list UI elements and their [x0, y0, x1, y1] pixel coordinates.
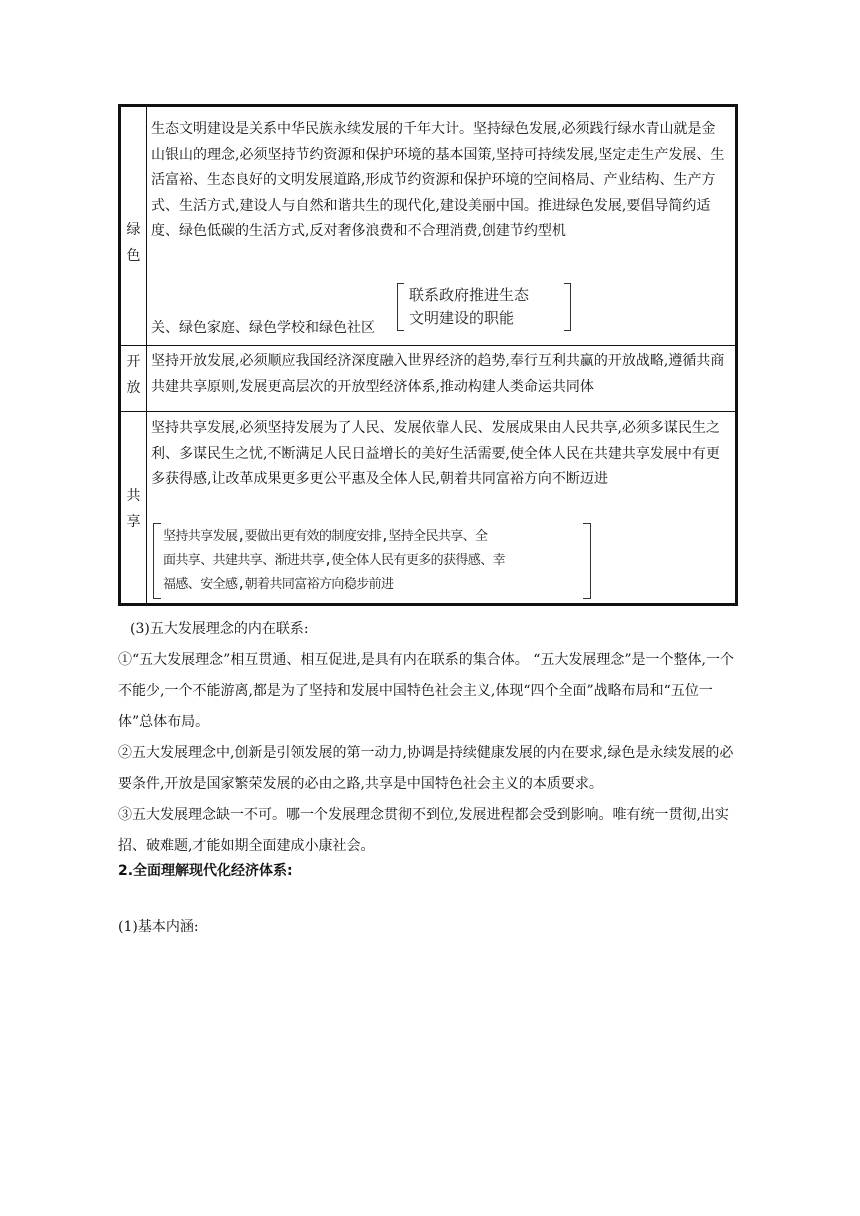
row-text-share: 坚持共享发展,必须坚持发展为了人民、发展依靠人民、发展成果由人民共享,必须多谋民生之利、多谋民生之忧,不断满足人民日益增长的美好生活需要,使全体人民在共建共享发展中有更多获得感,让改革成果更多更公平惠及全体人民,朝着共同富裕方向不断迈进	[151, 420, 720, 488]
share-note-bracket	[153, 523, 591, 599]
green-note-line2: 文明建设的职能	[409, 309, 515, 327]
green-text: 生态文明建设是关系中华民族永续发展的千年大计。坚持绿色发展,必须践行绿水青山就是金山银山的理念,必须坚持节约资源和保护环境的基本国策,坚持可持续发展,坚定走生产发展、生活富裕、生态良好的文明发展道路,形成节约资源和保护环境的空间格局、产业结构、生产方式、生活方式,建设人与自然和谐共生的现代化,建设美丽中国。推进绿色发展,要倡导简约适度、绿色低碳的生活方式,反对奢侈浪费和不合理消费,创建节约型机	[151, 121, 725, 240]
green-note-line1: 联系政府推进生态	[409, 286, 530, 304]
row-label-open: 开放	[126, 354, 141, 396]
paragraph-1: ①“五大发展理念”相互贯通、相互促进,是具有内在联系的集合体。 “五大发展理念”是一个整体,一个不能少,一个不能游离,都是为了坚持和发展中国特色社会主义,体现“四个全面”战略布局和“五位一体”总体布局。	[118, 652, 734, 730]
row-divider	[121, 411, 735, 412]
section-2-heading: 2.全面理解现代化经济体系:	[118, 863, 293, 879]
share-note-line2: 面共享、共建共享、渐进共享,使全体人民有更多的获得感、幸	[163, 553, 506, 568]
row-text-open: 坚持开放发展,必须顺应我国经济深度融入世界经济的趋势,奉行互利共赢的开放战略,遵循共商共建共享原则,发展更高层次的开放型经济体系,推动构建人类命运共同体	[151, 353, 725, 395]
row-text-green	[151, 117, 727, 245]
row-label-share: 共享	[126, 488, 141, 530]
green-note-bracket	[397, 283, 571, 329]
row-label-green: 绿色	[126, 222, 141, 264]
section-3-title: (3)五大发展理念的内在联系:	[130, 621, 309, 637]
row-divider	[121, 345, 735, 346]
share-note-line1: 坚持共享发展,要做出更有效的制度安排,坚持全民共享、全	[163, 529, 488, 544]
share-note-line3: 福感、安全感,朝着共同富裕方向稳步前进	[163, 577, 394, 592]
column-divider	[146, 107, 147, 603]
subsection-1-title: (1)基本内涵:	[118, 919, 199, 935]
paragraph-3: ③五大发展理念缺一不可。哪一个发展理念贯彻不到位,发展进程都会受到影响。唯有统一贯彻,出实招、破难题,才能如期全面建成小康社会。	[118, 807, 729, 854]
green-last-line: 关、绿色家庭、绿色学校和绿色社区	[151, 320, 375, 336]
paragraph-2: ②五大发展理念中,创新是引领发展的第一动力,协调是持续健康发展的内在要求,绿色是永续发展的必要条件,开放是国家繁荣发展的必由之路,共享是中国特色社会主义的本质要求。	[118, 745, 734, 792]
concept-table	[118, 104, 738, 606]
